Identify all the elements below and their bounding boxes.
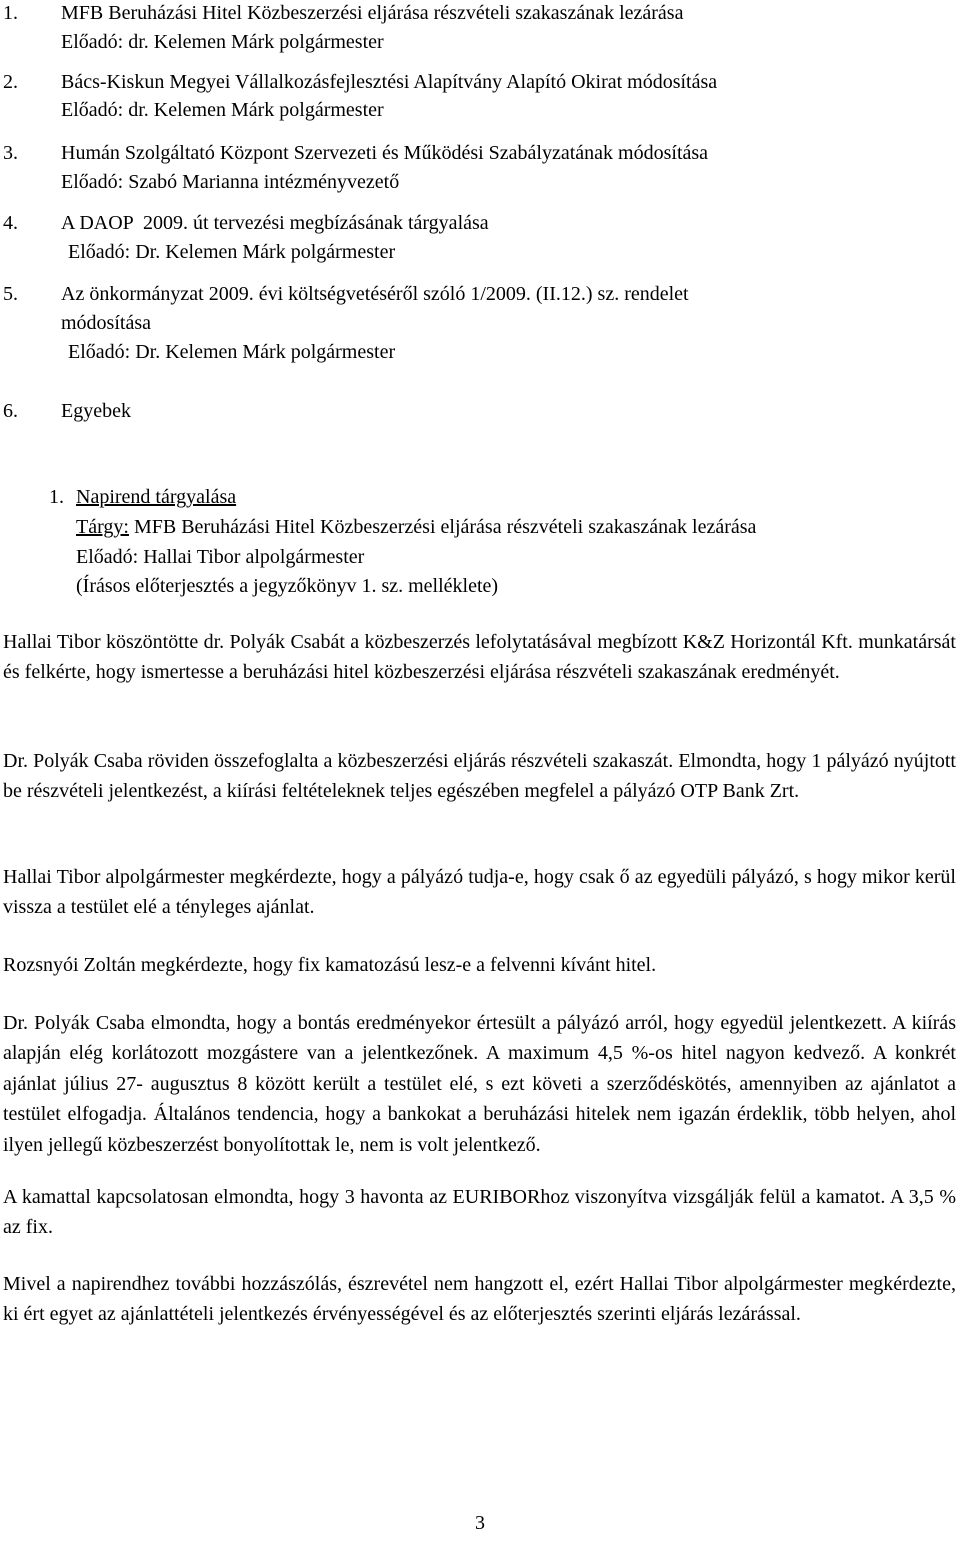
agenda-item-number: 2. <box>3 71 18 93</box>
body-paragraph: Hallai Tibor alpolgármester megkérdezte, hogy a pályázó tudja-e, hogy csak ő az egyedüli pályázó, s hogy mikor kerül vissza a testület elé a tényleges ajánlat. <box>3 866 956 919</box>
body-paragraph: Dr. Polyák Csaba elmondta, hogy a bontás eredményekor értesült a pályázó arról, hogy egyedül jelentkezett. A kiírás alapján elég korlátozott mozgástere van a jelentkezőnek. A maximum 4,5 %-os hitel nagyon kedvező. A konkrét ajánlat július 27- augusztus 8 között került a testület elé, s ezt követi a szerződéskötés, amennyiben az ajánlatot a testület elfogadja. Általános tendencia, hogy a bankokat a beruházási hitelek nem igazán érdeklik, több helyen, ahol ilyen jellegű közbeszerzést bonyolítottak le, nem is volt jelentkező. <box>3 1012 956 1156</box>
section-heading: Napirend tárgyalása <box>76 486 237 508</box>
attachment-note: (Írásos előterjesztés a jegyzőkönyv 1. sz. melléklete) <box>76 575 499 597</box>
agenda-item-presenter: Előadó: Dr. Kelemen Márk polgármester <box>68 341 396 363</box>
section-title <box>49 485 236 509</box>
agenda-item-number: 5. <box>3 283 18 305</box>
agenda-item-presenter: Előadó: Szabó Marianna intézményvezető <box>61 171 400 193</box>
agenda-item <box>0 211 489 235</box>
section-presenter: Előadó: Hallai Tibor alpolgármester <box>76 546 365 568</box>
agenda-item <box>0 1 683 25</box>
agenda-item-title: MFB Beruházási Hitel Közbeszerzési eljárása részvételi szakaszának lezárása <box>61 2 684 24</box>
agenda-item-number: 3. <box>3 142 18 164</box>
agenda-item-number: 4. <box>3 212 18 234</box>
agenda-item-title: Egyebek <box>61 400 131 422</box>
agenda-item <box>0 70 717 94</box>
body-paragraph: Mivel a napirendhez további hozzászólás, észrevétel nem hangzott el, ezért Hallai Tibor alpolgármester megkérdezte, ki ért egyet az ajánlattételi jelentkezés érvényességével és az előterjesztés szerinti eljárás lezárással. <box>3 1273 956 1326</box>
agenda-item-title: Humán Szolgáltató Központ Szervezeti és Működési Szabályzatának módosítása <box>61 142 709 164</box>
agenda-item-number: 6. <box>3 400 18 422</box>
agenda-item-number: 1. <box>3 2 18 24</box>
section-subject <box>76 515 756 539</box>
agenda-item-title: Az önkormányzat 2009. évi költségvetéséről szóló 1/2009. (II.12.) sz. rendelet <box>61 283 689 305</box>
agenda-item-presenter: Előadó: dr. Kelemen Márk polgármester <box>61 99 384 121</box>
agenda-item <box>0 141 708 165</box>
agenda-item <box>0 399 131 423</box>
agenda-item-presenter: Előadó: dr. Kelemen Márk polgármester <box>61 31 384 53</box>
body-paragraph: Dr. Polyák Csaba röviden összefoglalta a közbeszerzési eljárás részvételi szakaszát. Elmondta, hogy 1 pályázó nyújtott be részvételi jelentkezést, a kiírási feltételeknek teljes egészében megfelel a pályázó OTP Bank Zrt. <box>3 750 956 803</box>
page-number: 3 <box>475 1512 485 1534</box>
agenda-item-presenter: Előadó: Dr. Kelemen Márk polgármester <box>68 241 396 263</box>
agenda-item <box>0 282 689 306</box>
subject-label: Tárgy: <box>76 516 129 538</box>
body-paragraph: A kamattal kapcsolatosan elmondta, hogy 3 havonta az EURIBORhoz viszonyítva vizsgálják felül a kamatot. A 3,5 % az fix. <box>3 1186 956 1239</box>
agenda-item-title: Bács-Kiskun Megyei Vállalkozásfejlesztési Alapítvány Alapító Okirat módosítása <box>61 71 718 93</box>
section-number: 1. <box>49 486 64 508</box>
agenda-item-title: A DAOP 2009. út tervezési megbízásának tárgyalása <box>61 212 489 234</box>
body-paragraph: Rozsnyói Zoltán megkérdezte, hogy fix kamatozású lesz-e a felvenni kívánt hitel. <box>3 954 657 976</box>
body-paragraph: Hallai Tibor köszöntötte dr. Polyák Csabát a közbeszerzés lefolytatásával megbízott K&Z Horizontál Kft. munkatársát és felkérte, hogy ismertesse a beruházási hitel közbeszerzési eljárása részvételi szakaszának eredményét. <box>3 631 956 684</box>
subject-text: MFB Beruházási Hitel Közbeszerzési eljárása részvételi szakaszának lezárása <box>133 516 757 538</box>
agenda-item-title-continued: módosítása <box>61 312 151 334</box>
